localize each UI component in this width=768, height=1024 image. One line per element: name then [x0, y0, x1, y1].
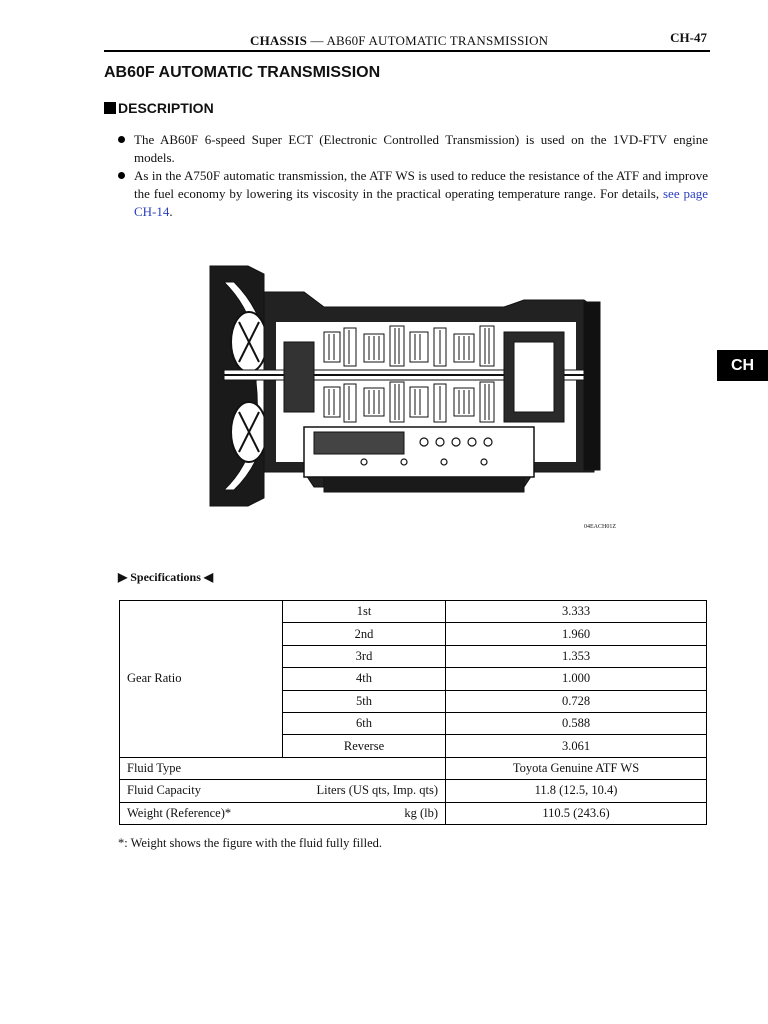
fluid-capacity-label: Fluid Capacity: [127, 783, 201, 798]
weight-unit: kg (lb): [404, 805, 438, 820]
header-subtitle: AB60F AUTOMATIC TRANSMISSION: [326, 33, 549, 48]
list-item-tail: .: [169, 204, 173, 219]
header-separator: —: [307, 33, 327, 48]
specifications-heading-text: Specifications: [130, 570, 201, 584]
weight-label: Weight (Reference)*: [127, 805, 232, 820]
gear-cell: 5th: [283, 690, 446, 712]
gear-cell: 6th: [283, 712, 446, 734]
triangle-left-icon: ◀: [203, 570, 214, 584]
list-item: [118, 131, 708, 167]
gear-cell: 1st: [283, 601, 446, 623]
ratio-cell: 0.728: [446, 690, 707, 712]
fluid-capacity-cell: [120, 780, 446, 802]
table-row: [120, 780, 707, 802]
ratio-cell: 1.960: [446, 623, 707, 645]
footnote: *: Weight shows the figure with the fluid fully filled.: [118, 836, 383, 850]
ratio-cell: 1.000: [446, 668, 707, 690]
ratio-cell: 3.061: [446, 735, 707, 757]
see-page-link[interactable]: see page CH-14: [134, 186, 709, 219]
section-heading-text: DESCRIPTION: [118, 100, 214, 116]
weight-cell: [120, 802, 446, 824]
specifications-heading: [118, 570, 213, 585]
table-row: [120, 601, 707, 623]
ratio-cell: 1.353: [446, 645, 707, 667]
document-title: AB60F AUTOMATIC TRANSMISSION: [104, 64, 381, 81]
bullet-dot-icon: [118, 172, 125, 179]
list-item-text: The AB60F 6-speed Super ECT (Electronic Controlled Transmission) is used on the 1VD-FTV engine models.: [134, 132, 708, 165]
fluid-capacity-value: 11.8 (12.5, 10.4): [446, 780, 707, 802]
chapter-tab[interactable]: CH: [717, 350, 768, 381]
header-section: CHASSIS: [250, 33, 308, 48]
page-number: CH-47: [670, 30, 707, 45]
header-title: [250, 33, 548, 49]
table-row: [120, 802, 707, 824]
ratio-cell: 0.588: [446, 712, 707, 734]
gear-cell: 4th: [283, 668, 446, 690]
gear-cell: 3rd: [283, 645, 446, 667]
table-row: [120, 757, 707, 779]
section-heading: [104, 100, 214, 116]
fluid-type-value: Toyota Genuine ATF WS: [446, 757, 707, 779]
page-header: [104, 28, 710, 52]
gear-cell: 2nd: [283, 623, 446, 645]
bullet-dot-icon: [118, 136, 125, 143]
gear-ratio-label: Gear Ratio: [120, 601, 283, 758]
ratio-cell: 3.333: [446, 601, 707, 623]
gear-cell: Reverse: [283, 735, 446, 757]
figure-code: 04EACH01Z: [584, 524, 616, 530]
specifications-table: [119, 600, 707, 825]
fluid-type-label: Fluid Type: [120, 757, 446, 779]
list-item-text: As in the A750F automatic transmission, the ATF WS is used to reduce the resistance of the ATF and improve the fuel economy by lowering its viscosity in the practical operating temperature range. For details,: [134, 168, 708, 201]
list-item: [118, 167, 708, 221]
description-list: [118, 131, 708, 221]
triangle-right-icon: ▶: [118, 570, 128, 584]
weight-value: 110.5 (243.6): [446, 802, 707, 824]
fluid-capacity-unit: Liters (US qts, Imp. qts): [316, 783, 438, 798]
square-bullet-icon: [104, 102, 116, 114]
transmission-cutaway-illustration: [204, 262, 604, 512]
